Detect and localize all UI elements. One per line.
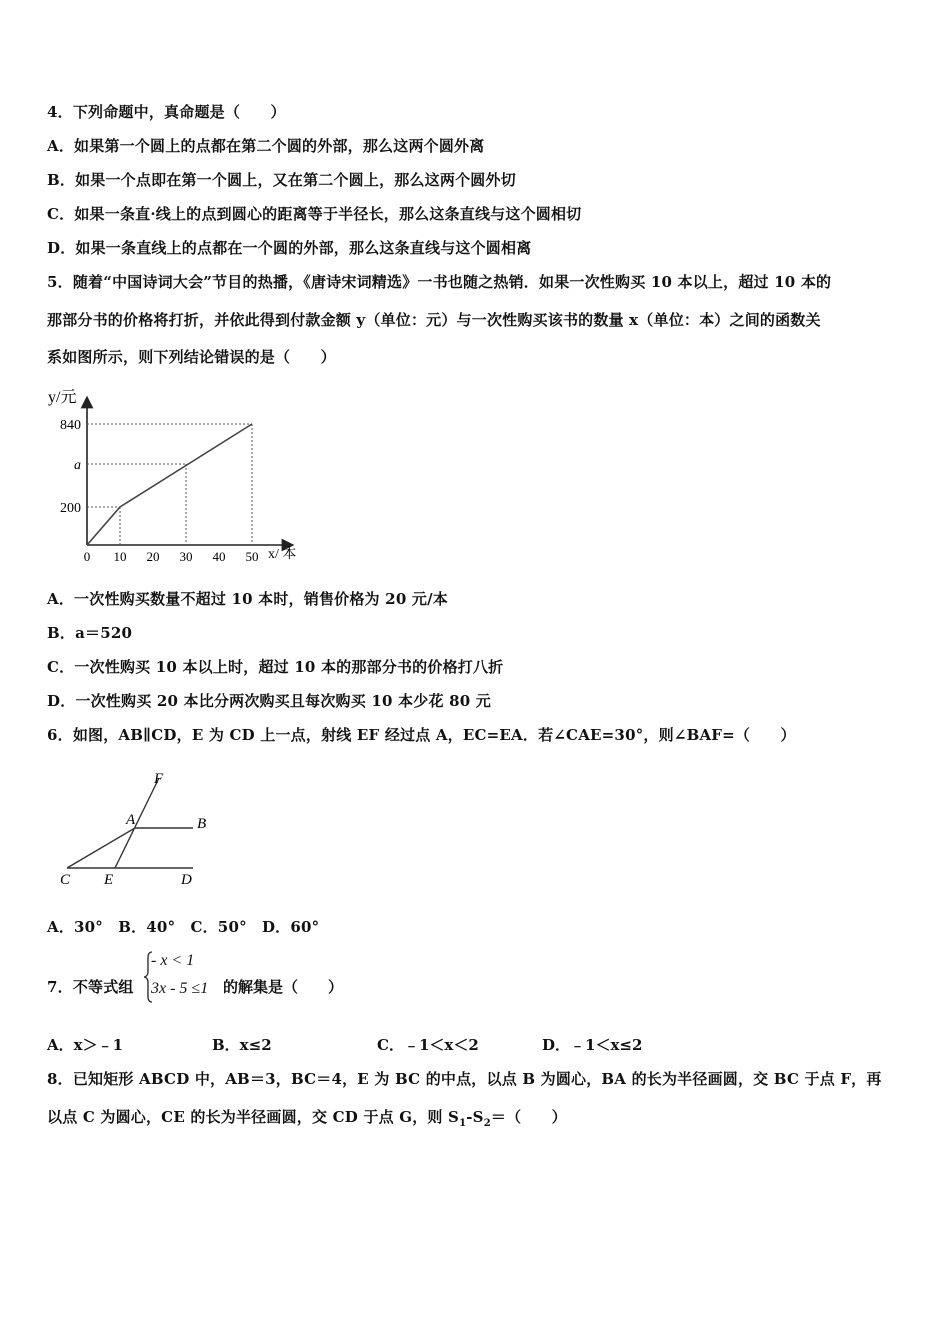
q5-stem-line2: 那部分书的价格将打折，并依此得到付款金额 y（单位：元）与一次性购买该书的数量 x（单位：本）之间的函数关 (47, 311, 821, 329)
q5-chart (40, 382, 310, 567)
q5-option-a: A．一次性购买数量不超过 10 本时，销售价格为 20 元/本 (47, 590, 448, 608)
q8-dash: -S (466, 1108, 484, 1126)
q7-suffix: 的解集是（ ） (223, 978, 344, 996)
label-f: F (154, 771, 164, 787)
x-tick-label: 20 (146, 549, 160, 564)
series-line (87, 424, 252, 545)
q5-option-c: C．一次性购买 10 本以上时，超过 10 本的那部分书的价格打八折 (47, 658, 504, 676)
q8-line2-end: ＝（ ） (490, 1108, 567, 1126)
q4-option-b: B．如果一个点即在第一个圆上，又在第二个圆上，那么这两个圆外切 (47, 171, 516, 189)
q4-stem: 4．下列命题中，真命题是（ ） (47, 103, 286, 121)
q5-option-d: D．一次性购买 20 本比分两次购买且每次购买 10 本少花 80 元 (47, 692, 491, 710)
y-axis-label: y/元 (48, 389, 77, 406)
x-tick-label: 40 (212, 549, 226, 564)
q7-inequality-1: - x < 1 (151, 952, 195, 969)
x-tick-label: 30 (179, 549, 193, 564)
q5-stem-line1: 5．随着“中国诗词大会”节目的热播，《唐诗宋词精选》一书也随之热销．如果一次性购买 10 本以上，超过 10 本的 (47, 273, 832, 291)
y-tick-label: 840 (60, 418, 81, 433)
x-axis-label: x/ 本 (268, 547, 297, 562)
q8-line2-text: 以点 C 为圆心，CE 的长为半径画圆，交 CD 于点 G，则 S (47, 1108, 460, 1126)
q8-sub1: 1 (459, 1118, 467, 1129)
x-tick-label: 0 (83, 549, 91, 564)
q7-option-a: A．x＞﹣1 (47, 1036, 124, 1054)
q6-options: A．30° B．40° C．50° D．60° (47, 918, 320, 936)
q4-option-d: D．如果一条直线上的点都在一个圆的外部，那么这条直线与这个圆相离 (47, 239, 532, 257)
x-tick-label: 10 (113, 549, 127, 564)
q7-inequality-system (143, 950, 223, 1005)
q6-figure (55, 766, 215, 891)
y-tick-label: 200 (60, 501, 81, 516)
label-b: B (197, 816, 207, 832)
q7-option-c: C．﹣1＜x＜2 (377, 1036, 479, 1054)
q7-option-b: B．x≤2 (212, 1036, 272, 1054)
q5-option-b: B．a＝520 (47, 624, 133, 642)
q8-sub2: 2 (483, 1118, 491, 1129)
ray-ef (115, 778, 159, 868)
y-tick-label: a (74, 458, 81, 473)
q8-line2 (47, 1107, 567, 1134)
q4-option-c: C．如果一条直·线上的点到圆心的距离等于半径长，那么这条直线与这个圆相切 (47, 205, 582, 223)
q4-option-a: A．如果第一个圆上的点都在第二个圆的外部，那么这两个圆外离 (47, 137, 485, 155)
q5-stem-line3: 系如图所示，则下列结论错误的是（ ） (47, 348, 336, 366)
q8-line1: 8．已知矩形 ABCD 中，AB＝3，BC＝4，E 为 BC 的中点，以点 B 为圆心，BA 的长为半径画圆，交 BC 于点 F，再 (47, 1070, 882, 1088)
label-e: E (104, 872, 114, 888)
q7-option-d: D．﹣1＜x≤2 (542, 1036, 643, 1054)
q7-prefix: 7．不等式组 (47, 978, 134, 996)
x-tick-label: 50 (245, 549, 259, 564)
label-a: A (126, 812, 136, 828)
label-c: C (60, 872, 71, 888)
q7-inequality-2: 3x - 5 ≤1 (151, 980, 209, 997)
label-d: D (181, 872, 192, 888)
q6-stem: 6．如图，AB∥CD，E 为 CD 上一点，射线 EF 经过点 A，EC=EA．若∠CAE=30°，则∠BAF=（ ） (47, 726, 796, 744)
